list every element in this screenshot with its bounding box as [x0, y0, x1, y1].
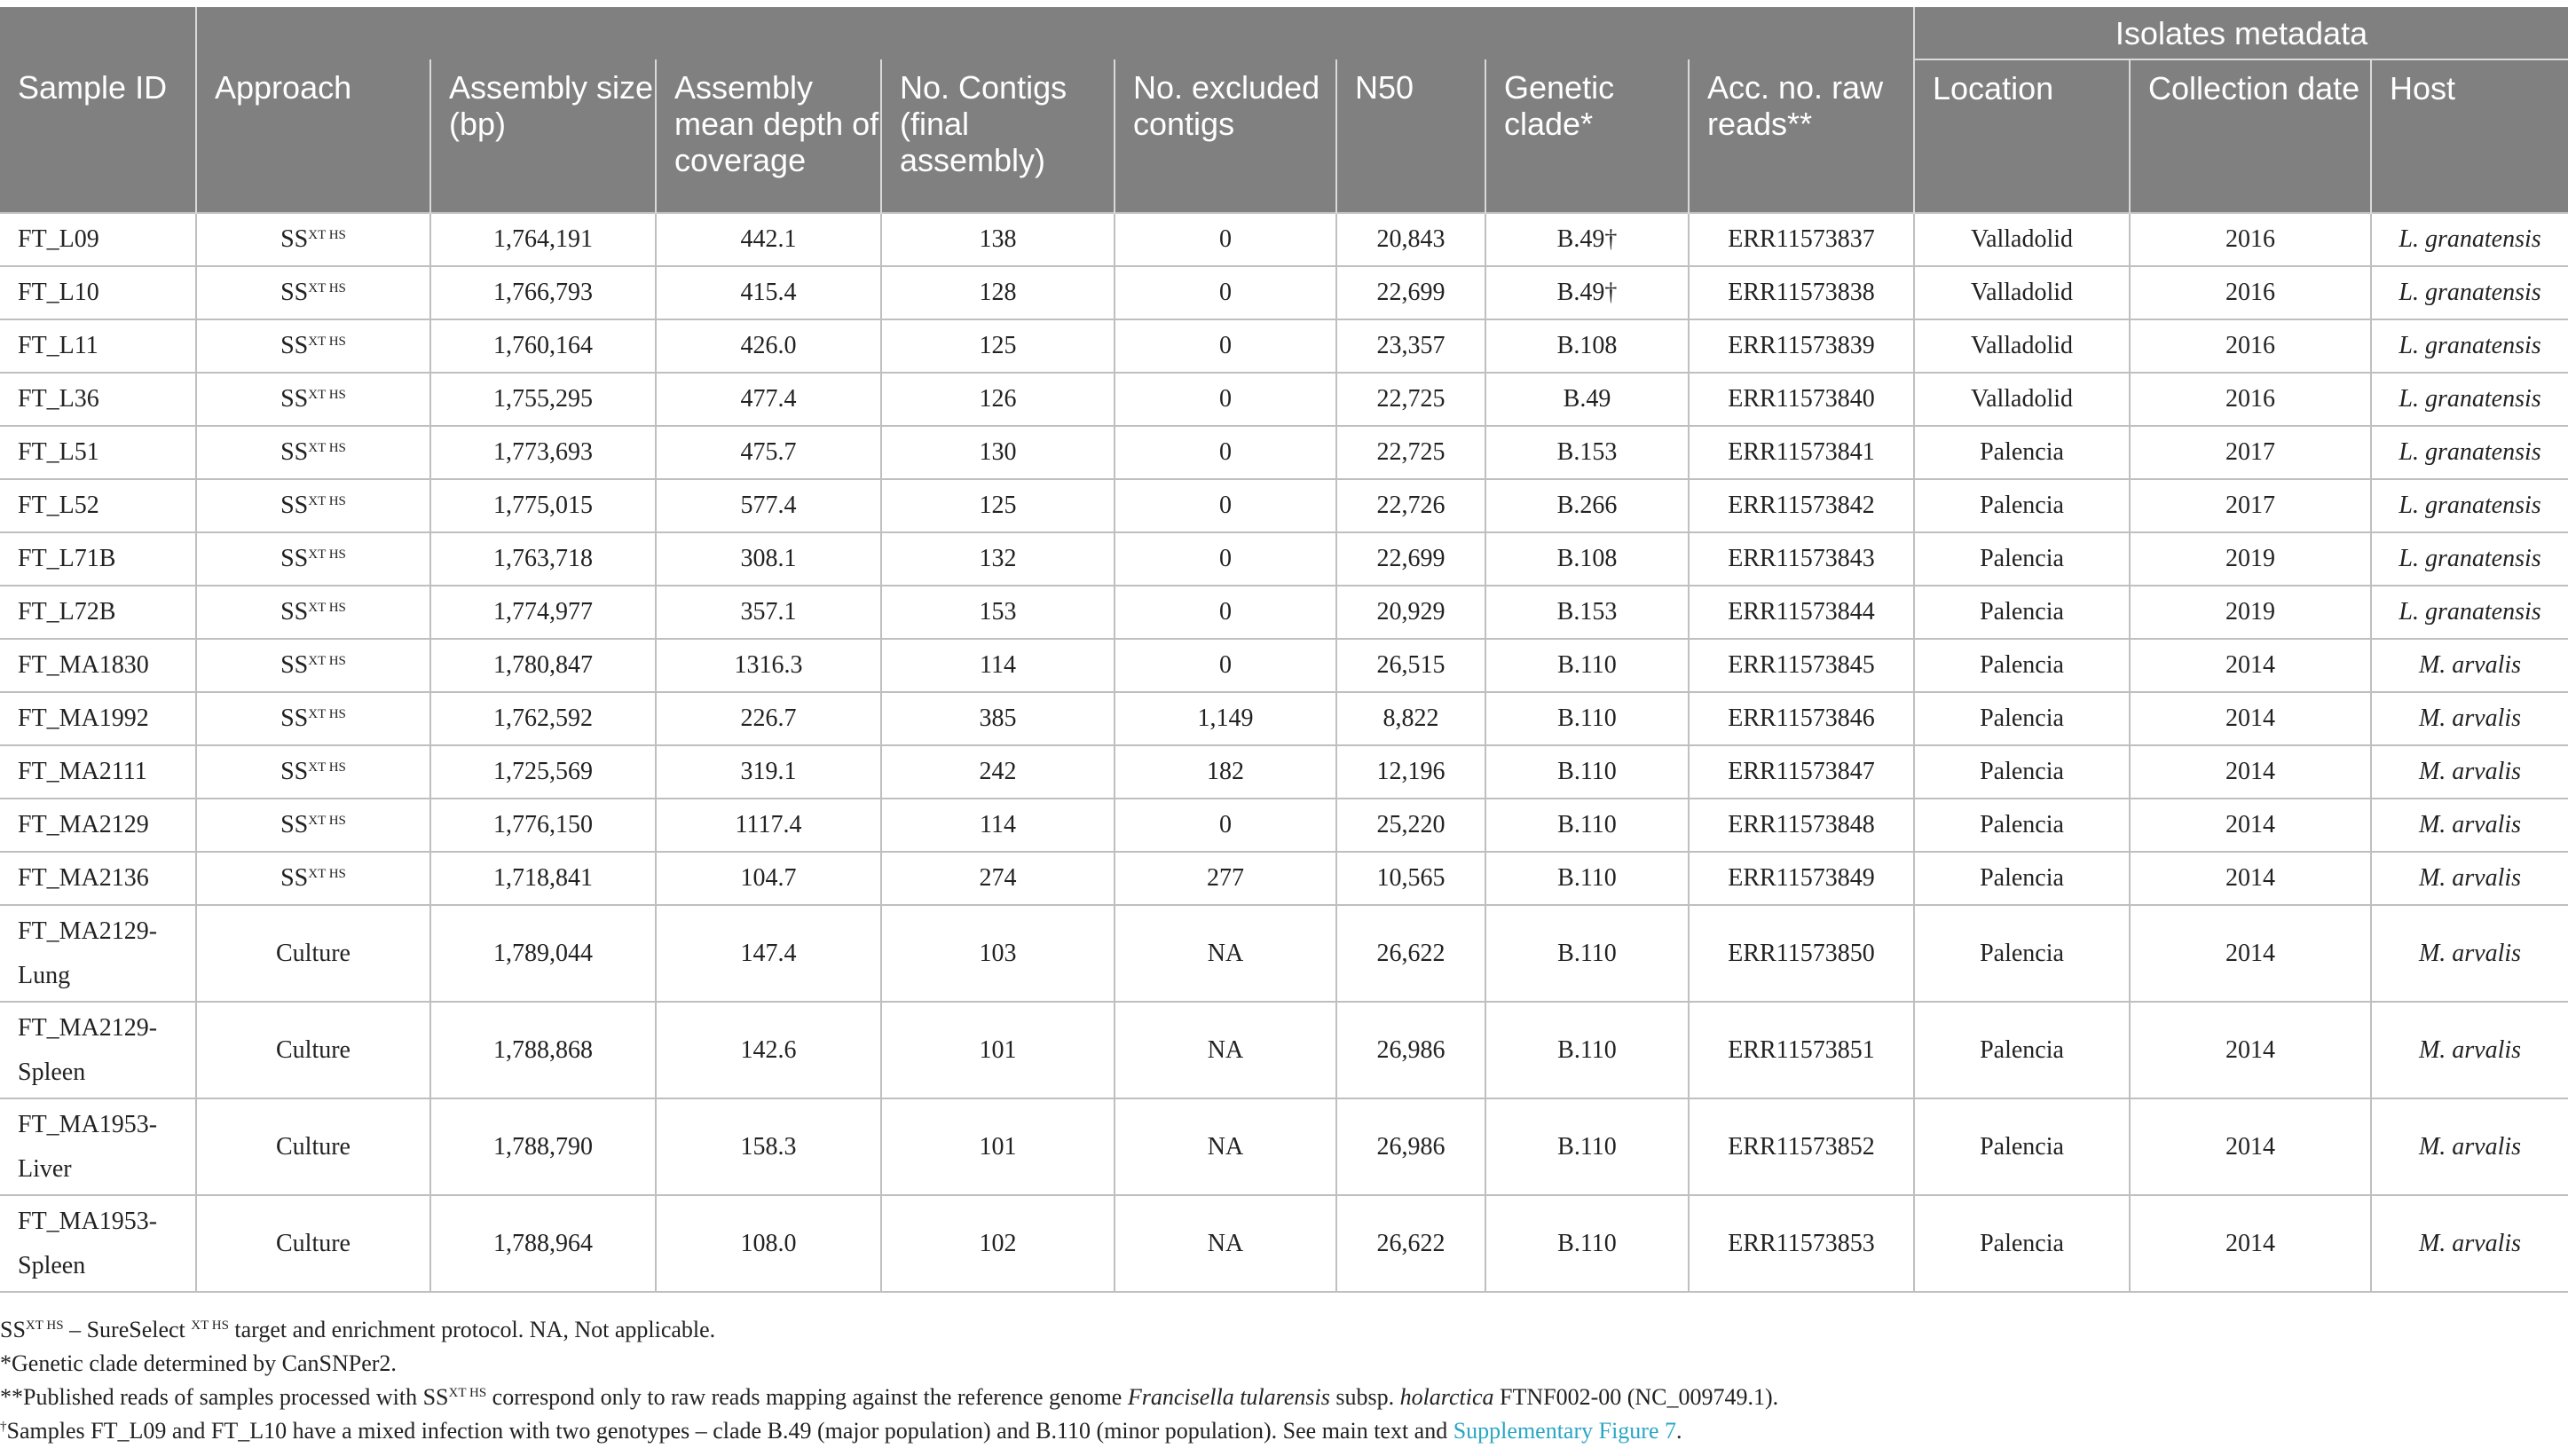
n50-cell: 23,357	[1336, 319, 1485, 373]
table-row	[0, 266, 2568, 319]
header-blank-1	[0, 7, 196, 59]
column-header: Collection date	[2130, 59, 2371, 213]
approach-cell: $SS^{XT HS}$	[196, 373, 430, 426]
accession-cell: ERR11573838	[1689, 266, 1914, 319]
sample-id-cell: FT_MA2129-Lung	[0, 905, 196, 1002]
sample-id-cell: FT_MA2136	[0, 852, 196, 905]
host-cell: L. granatensis	[2371, 213, 2568, 266]
date-cell: 2017	[2130, 426, 2371, 479]
table-row	[0, 799, 2568, 852]
excluded-cell: 0	[1115, 639, 1336, 692]
contigs-cell: 101	[881, 1002, 1115, 1098]
assembly-size-cell: 1,788,790	[430, 1098, 656, 1195]
n50-cell: 26,986	[1336, 1098, 1485, 1195]
n50-cell: 12,196	[1336, 745, 1485, 799]
table-row	[0, 852, 2568, 905]
sample-id-cell: FT_MA2129	[0, 799, 196, 852]
host-cell: L. granatensis	[2371, 586, 2568, 639]
sample-id-cell: FT_MA2111	[0, 745, 196, 799]
footnotes	[0, 1313, 2568, 1448]
table-row	[0, 639, 2568, 692]
excluded-cell: 0	[1115, 213, 1336, 266]
host-cell: M. arvalis	[2371, 1098, 2568, 1195]
sample-id-cell: FT_MA1992	[0, 692, 196, 745]
date-cell: 2016	[2130, 213, 2371, 266]
excluded-cell: 182	[1115, 745, 1336, 799]
depth-cell: 104.7	[656, 852, 881, 905]
excluded-cell: 1,149	[1115, 692, 1336, 745]
accession-cell: ERR11573847	[1689, 745, 1914, 799]
contigs-cell: 102	[881, 1195, 1115, 1292]
assembly-size-cell: 1,755,295	[430, 373, 656, 426]
column-header: No. Contigs (final assembly)	[881, 59, 1115, 213]
depth-cell: 319.1	[656, 745, 881, 799]
assembly-size-cell: 1,789,044	[430, 905, 656, 1002]
contigs-cell: 274	[881, 852, 1115, 905]
column-header: Sample ID	[0, 59, 196, 213]
sample-id-cell: FT_L11	[0, 319, 196, 373]
clade-cell: B.110	[1485, 1002, 1689, 1098]
clade-cell: B.153	[1485, 426, 1689, 479]
date-cell: 2014	[2130, 852, 2371, 905]
accession-cell: ERR11573850	[1689, 905, 1914, 1002]
contigs-cell: 128	[881, 266, 1115, 319]
clade-cell: B.110	[1485, 905, 1689, 1002]
assembly-size-cell: 1,763,718	[430, 532, 656, 586]
date-cell: 2019	[2130, 532, 2371, 586]
table-row	[0, 479, 2568, 532]
table-row	[0, 1195, 2568, 1292]
table-body	[0, 213, 2568, 1292]
assembly-size-cell: 1,762,592	[430, 692, 656, 745]
contigs-cell: 153	[881, 586, 1115, 639]
clade-cell: B.108	[1485, 319, 1689, 373]
table-row	[0, 905, 2568, 1002]
n50-cell: 26,515	[1336, 639, 1485, 692]
n50-cell: 8,822	[1336, 692, 1485, 745]
n50-cell: 20,929	[1336, 586, 1485, 639]
excluded-cell: 0	[1115, 319, 1336, 373]
accession-cell: ERR11573839	[1689, 319, 1914, 373]
footnote-published-reads: **Published reads of samples processed with $SS^{XT HS}$ correspond only to raw reads mapping against the reference genome Francisella tularensis subsp. holarctica FTNF002-00 (NC_009749.1).	[0, 1384, 1779, 1410]
sample-id-cell: FT_L52	[0, 479, 196, 532]
approach-cell: $SS^{XT HS}$	[196, 532, 430, 586]
results-table	[0, 7, 2568, 1293]
n50-cell: 20,843	[1336, 213, 1485, 266]
location-cell: Valladolid	[1914, 319, 2130, 373]
location-cell: Palencia	[1914, 799, 2130, 852]
table-row	[0, 373, 2568, 426]
depth-cell: 108.0	[656, 1195, 881, 1292]
table-row	[0, 532, 2568, 586]
excluded-cell: 0	[1115, 373, 1336, 426]
assembly-size-cell: 1,718,841	[430, 852, 656, 905]
depth-cell: 308.1	[656, 532, 881, 586]
contigs-cell: 242	[881, 745, 1115, 799]
excluded-cell: NA	[1115, 1195, 1336, 1292]
column-header: No. excluded contigs	[1115, 59, 1336, 213]
date-cell: 2014	[2130, 745, 2371, 799]
host-cell: L. granatensis	[2371, 532, 2568, 586]
sample-id-cell: FT_MA1830	[0, 639, 196, 692]
location-cell: Palencia	[1914, 639, 2130, 692]
sample-id-cell: FT_L09	[0, 213, 196, 266]
depth-cell: 147.4	[656, 905, 881, 1002]
contigs-cell: 125	[881, 319, 1115, 373]
assembly-size-cell: 1,775,015	[430, 479, 656, 532]
sample-id-cell: FT_L36	[0, 373, 196, 426]
depth-cell: 426.0	[656, 319, 881, 373]
column-header: N50	[1336, 59, 1485, 213]
clade-cell: B.108	[1485, 532, 1689, 586]
sample-id-cell: FT_MA1953-Spleen	[0, 1195, 196, 1292]
clade-cell: B.49†	[1485, 213, 1689, 266]
excluded-cell: 0	[1115, 479, 1336, 532]
table-row	[0, 586, 2568, 639]
approach-cell: $SS^{XT HS}$	[196, 479, 430, 532]
accession-cell: ERR11573845	[1689, 639, 1914, 692]
clade-cell: B.110	[1485, 639, 1689, 692]
assembly-size-cell: 1,760,164	[430, 319, 656, 373]
accession-cell: ERR11573848	[1689, 799, 1914, 852]
date-cell: 2014	[2130, 799, 2371, 852]
host-cell: L. granatensis	[2371, 373, 2568, 426]
host-cell: M. arvalis	[2371, 905, 2568, 1002]
column-header: Host	[2371, 59, 2568, 213]
assembly-size-cell: 1,766,793	[430, 266, 656, 319]
accession-cell: ERR11573853	[1689, 1195, 1914, 1292]
table-row	[0, 1098, 2568, 1195]
assembly-size-cell: 1,788,964	[430, 1195, 656, 1292]
assembly-size-cell: 1,725,569	[430, 745, 656, 799]
accession-cell: ERR11573851	[1689, 1002, 1914, 1098]
accession-cell: ERR11573849	[1689, 852, 1914, 905]
excluded-cell: 0	[1115, 799, 1336, 852]
excluded-cell: 277	[1115, 852, 1336, 905]
location-cell: Valladolid	[1914, 373, 2130, 426]
host-cell: M. arvalis	[2371, 799, 2568, 852]
sample-id-cell: FT_L72B	[0, 586, 196, 639]
footnote-abbreviations: $SS^{XT HS}$ – SureSelect $^{XT HS}$ target and enrichment protocol. NA, Not applicable.	[0, 1317, 716, 1342]
sample-id-cell: FT_L10	[0, 266, 196, 319]
n50-cell: 26,622	[1336, 1195, 1485, 1292]
column-header: Location	[1914, 59, 2130, 213]
excluded-cell: 0	[1115, 426, 1336, 479]
location-cell: Palencia	[1914, 479, 2130, 532]
host-cell: L. granatensis	[2371, 426, 2568, 479]
clade-cell: B.110	[1485, 692, 1689, 745]
approach-cell: $SS^{XT HS}$	[196, 639, 430, 692]
sample-id-cell: FT_MA2129-Spleen	[0, 1002, 196, 1098]
host-cell: L. granatensis	[2371, 319, 2568, 373]
approach-cell: $SS^{XT HS}$	[196, 692, 430, 745]
depth-cell: 415.4	[656, 266, 881, 319]
depth-cell: 442.1	[656, 213, 881, 266]
date-cell: 2016	[2130, 319, 2371, 373]
location-cell: Palencia	[1914, 586, 2130, 639]
supplementary-figure-link[interactable]: Supplementary Figure 7	[1453, 1418, 1677, 1444]
table-row	[0, 692, 2568, 745]
clade-cell: B.110	[1485, 1195, 1689, 1292]
depth-cell: 1117.4	[656, 799, 881, 852]
approach-cell: $SS^{XT HS}$	[196, 799, 430, 852]
date-cell: 2014	[2130, 1195, 2371, 1292]
location-cell: Palencia	[1914, 852, 2130, 905]
location-cell: Palencia	[1914, 1002, 2130, 1098]
contigs-cell: 132	[881, 532, 1115, 586]
accession-cell: ERR11573844	[1689, 586, 1914, 639]
approach-cell: $SS^{XT HS}$	[196, 745, 430, 799]
contigs-cell: 125	[881, 479, 1115, 532]
sample-id-cell: FT_L51	[0, 426, 196, 479]
column-header-row	[0, 59, 2568, 213]
host-cell: M. arvalis	[2371, 639, 2568, 692]
assembly-size-cell: 1,773,693	[430, 426, 656, 479]
host-cell: M. arvalis	[2371, 745, 2568, 799]
approach-cell: Culture	[196, 905, 430, 1002]
contigs-cell: 130	[881, 426, 1115, 479]
accession-cell: ERR11573843	[1689, 532, 1914, 586]
host-cell: M. arvalis	[2371, 1195, 2568, 1292]
n50-cell: 26,622	[1336, 905, 1485, 1002]
approach-cell: $SS^{XT HS}$	[196, 266, 430, 319]
host-cell: M. arvalis	[2371, 692, 2568, 745]
approach-cell: $SS^{XT HS}$	[196, 213, 430, 266]
location-cell: Valladolid	[1914, 213, 2130, 266]
date-cell: 2017	[2130, 479, 2371, 532]
accession-cell: ERR11573840	[1689, 373, 1914, 426]
host-cell: L. granatensis	[2371, 266, 2568, 319]
n50-cell: 22,725	[1336, 373, 1485, 426]
accession-cell: ERR11573841	[1689, 426, 1914, 479]
assembly-size-cell: 1,764,191	[430, 213, 656, 266]
table-row	[0, 213, 2568, 266]
location-cell: Palencia	[1914, 1098, 2130, 1195]
location-cell: Palencia	[1914, 745, 2130, 799]
accession-cell: ERR11573852	[1689, 1098, 1914, 1195]
depth-cell: 477.4	[656, 373, 881, 426]
footnote-mixed-infection: †Samples FT_L09 and FT_L10 have a mixed infection with two genotypes – clade B.49 (major population) and B.110 (minor population). See main text and Supplementary Figure 7.	[0, 1418, 1682, 1444]
sample-id-cell: FT_MA1953-Liver	[0, 1098, 196, 1195]
host-cell: M. arvalis	[2371, 1002, 2568, 1098]
n50-cell: 22,725	[1336, 426, 1485, 479]
location-cell: Palencia	[1914, 1195, 2130, 1292]
location-cell: Palencia	[1914, 692, 2130, 745]
excluded-cell: 0	[1115, 586, 1336, 639]
location-cell: Palencia	[1914, 532, 2130, 586]
assembly-size-cell: 1,776,150	[430, 799, 656, 852]
column-header: Assembly size (bp)	[430, 59, 656, 213]
column-header: Approach	[196, 59, 430, 213]
excluded-cell: NA	[1115, 1098, 1336, 1195]
excluded-cell: 0	[1115, 266, 1336, 319]
assembly-size-cell: 1,780,847	[430, 639, 656, 692]
n50-cell: 26,986	[1336, 1002, 1485, 1098]
host-cell: L. granatensis	[2371, 479, 2568, 532]
contigs-cell: 101	[881, 1098, 1115, 1195]
accession-cell: ERR11573842	[1689, 479, 1914, 532]
approach-cell: Culture	[196, 1002, 430, 1098]
n50-cell: 10,565	[1336, 852, 1485, 905]
table-container	[0, 7, 2568, 1293]
footnote-genetic-clade: *Genetic clade determined by CanSNPer2.	[0, 1350, 397, 1376]
header-blank-2	[196, 7, 1914, 59]
clade-cell: B.49†	[1485, 266, 1689, 319]
depth-cell: 158.3	[656, 1098, 881, 1195]
date-cell: 2016	[2130, 373, 2371, 426]
n50-cell: 25,220	[1336, 799, 1485, 852]
date-cell: 2014	[2130, 905, 2371, 1002]
column-header: Acc. no. raw reads**	[1689, 59, 1914, 213]
location-cell: Palencia	[1914, 426, 2130, 479]
depth-cell: 475.7	[656, 426, 881, 479]
date-cell: 2014	[2130, 1002, 2371, 1098]
clade-cell: B.110	[1485, 1098, 1689, 1195]
contigs-cell: 385	[881, 692, 1115, 745]
table-row	[0, 426, 2568, 479]
n50-cell: 22,726	[1336, 479, 1485, 532]
contigs-cell: 138	[881, 213, 1115, 266]
contigs-cell: 103	[881, 905, 1115, 1002]
column-header: Genetic clade*	[1485, 59, 1689, 213]
clade-cell: B.49	[1485, 373, 1689, 426]
excluded-cell: 0	[1115, 532, 1336, 586]
depth-cell: 1316.3	[656, 639, 881, 692]
clade-cell: B.110	[1485, 745, 1689, 799]
table-row	[0, 1002, 2568, 1098]
table-row	[0, 319, 2568, 373]
clade-cell: B.110	[1485, 799, 1689, 852]
contigs-cell: 114	[881, 799, 1115, 852]
date-cell: 2014	[2130, 639, 2371, 692]
accession-cell: ERR11573846	[1689, 692, 1914, 745]
excluded-cell: NA	[1115, 1002, 1336, 1098]
date-cell: 2014	[2130, 1098, 2371, 1195]
approach-cell: Culture	[196, 1195, 430, 1292]
approach-cell: $SS^{XT HS}$	[196, 586, 430, 639]
approach-cell: $SS^{XT HS}$	[196, 852, 430, 905]
approach-cell: $SS^{XT HS}$	[196, 319, 430, 373]
table-row	[0, 745, 2568, 799]
approach-cell: $SS^{XT HS}$	[196, 426, 430, 479]
n50-cell: 22,699	[1336, 532, 1485, 586]
location-cell: Palencia	[1914, 905, 2130, 1002]
date-cell: 2016	[2130, 266, 2371, 319]
date-cell: 2014	[2130, 692, 2371, 745]
depth-cell: 577.4	[656, 479, 881, 532]
depth-cell: 142.6	[656, 1002, 881, 1098]
location-cell: Valladolid	[1914, 266, 2130, 319]
column-header: Assembly mean depth of coverage	[656, 59, 881, 213]
accession-cell: ERR11573837	[1689, 213, 1914, 266]
header-group-row	[0, 7, 2568, 59]
clade-cell: B.266	[1485, 479, 1689, 532]
depth-cell: 226.7	[656, 692, 881, 745]
host-cell: M. arvalis	[2371, 852, 2568, 905]
isolates-metadata-header: Isolates metadata	[1914, 7, 2568, 59]
n50-cell: 22,699	[1336, 266, 1485, 319]
sample-id-cell: FT_L71B	[0, 532, 196, 586]
approach-cell: Culture	[196, 1098, 430, 1195]
date-cell: 2019	[2130, 586, 2371, 639]
contigs-cell: 126	[881, 373, 1115, 426]
clade-cell: B.110	[1485, 852, 1689, 905]
excluded-cell: NA	[1115, 905, 1336, 1002]
contigs-cell: 114	[881, 639, 1115, 692]
assembly-size-cell: 1,788,868	[430, 1002, 656, 1098]
clade-cell: B.153	[1485, 586, 1689, 639]
depth-cell: 357.1	[656, 586, 881, 639]
assembly-size-cell: 1,774,977	[430, 586, 656, 639]
